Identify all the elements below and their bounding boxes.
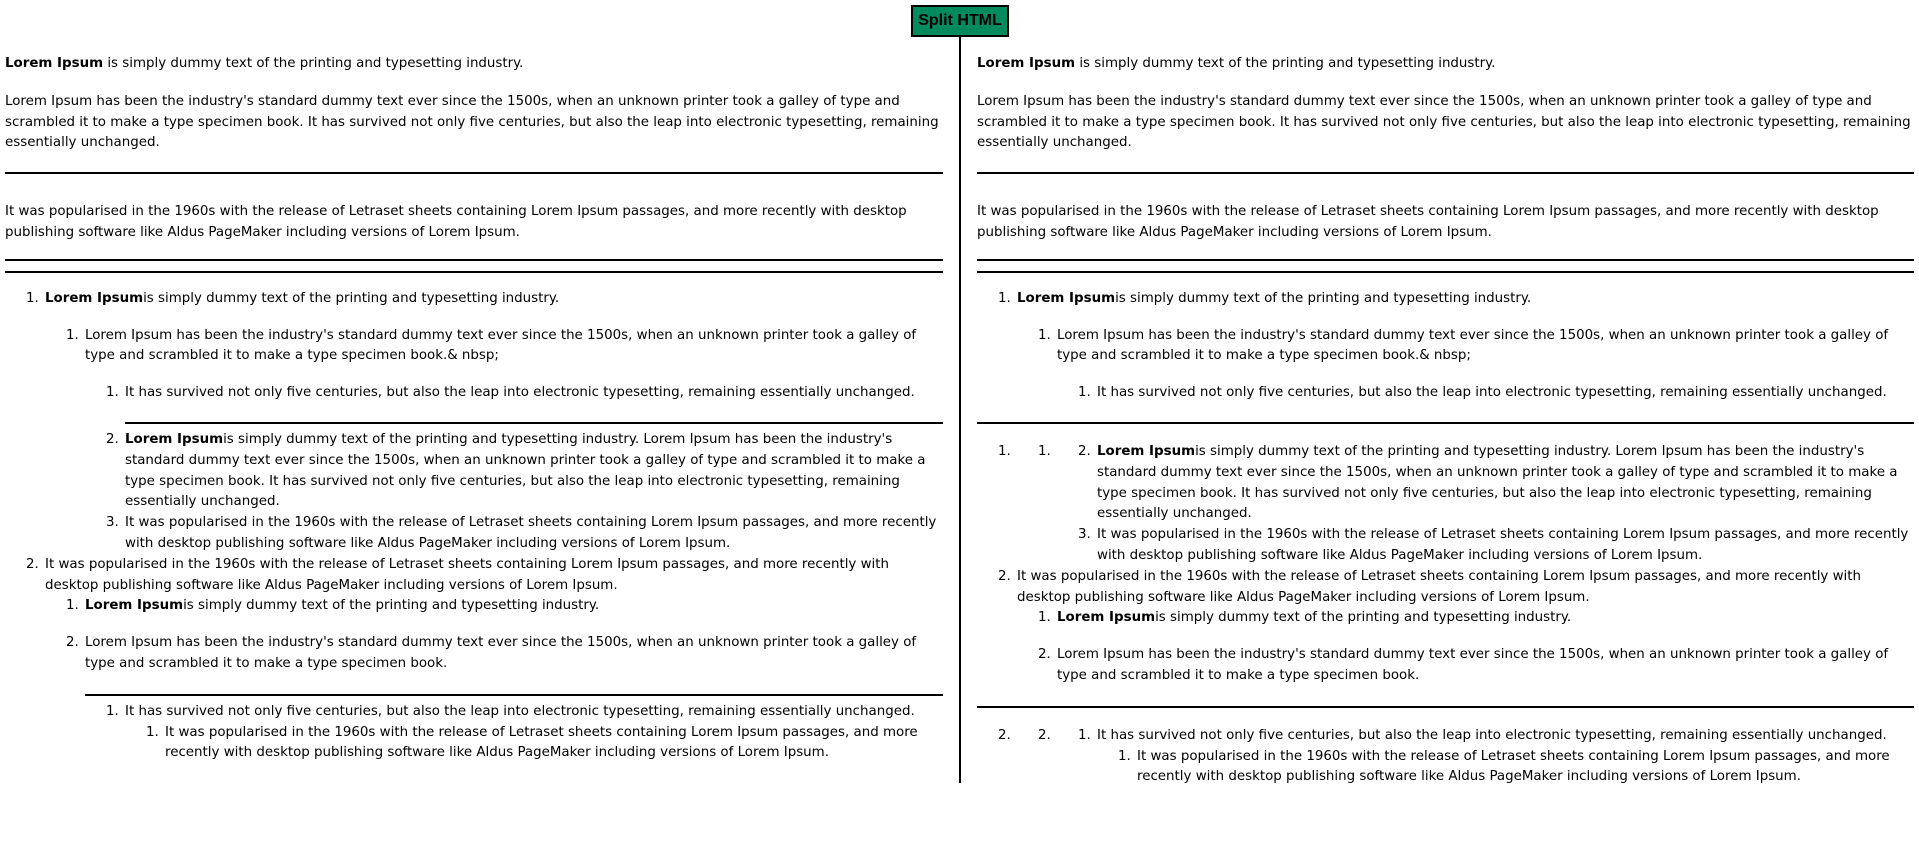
ordered-list [5, 289, 943, 764]
horizontal-rule [85, 694, 943, 696]
left-pane [5, 54, 943, 764]
horizontal-rule [977, 271, 1914, 273]
list-item: 1. It has survived not only five centuries, but also the leap into electronic typesetting, remaining essentially unchanged. 1. It was popularised in the 1960s with the release of Letraset sheets containing Lorem Ipsum passages, and more recently with desktop publishing software like Aldus PageMaker including versions of Lorem Ipsum. [125, 702, 943, 764]
history-paragraph: Lorem Ipsum has been the industry's standard dummy text ever since the 1500s, when an unknown printer took a galley of type and scrambled it to make a type specimen book. It has survived not only five centuries, but also the leap into electronic typesetting, remaining essentially unchanged. [5, 93, 939, 151]
list-item: 2. 1. It has survived not only five centuries, but also the leap into electronic typesetting, remaining essentially unchanged. 1. It was popularised in the 1960s with the release of Letraset sheets containing Lorem Ipsum passages, and more recently with desktop publishing software like Aldus PageMaker including versions of Lorem Ipsum. [1057, 726, 1914, 788]
history-paragraph: Lorem Ipsum has been the industry's standard dummy text ever since the 1500s, when an unknown printer took a galley of type and scrambled it to make a type specimen book. It has survived not only five centuries, but also the leap into electronic typesetting, remaining essentially unchanged. [977, 93, 1911, 151]
list-item: 1. Lorem Ipsumis simply dummy text of the printing and typesetting industry. [66, 598, 600, 614]
horizontal-rule [977, 422, 1914, 424]
list-item: 1. It was popularised in the 1960s with the release of Letraset sheets containing Lorem Ipsum passages, and more recently with desktop publishing software like Aldus PageMaker including versions of Lorem Ipsum. [146, 724, 918, 761]
horizontal-rule [977, 172, 1914, 174]
ordered-list [977, 289, 1914, 404]
list-item: 1. Lorem Ipsum has been the industry's standard dummy text ever since the 1500s, when an unknown printer took a galley of type and scrambled it to make a type specimen book.& nbsp; 1. It has survived not only five centuries, but also the leap into electronic typesetting, remaining essentially unchanged. 2. Lorem Ipsumis simply dummy text of the printing and typesetting industry. Lorem Ipsum has been the industry's standard dummy text ever since the 1500s, when an unknown printer took a galley of type and scrambled it to make a type specimen book. It has survived not only five centuries, but also the leap into electronic typesetting, remaining essentially unchanged. 3. It was popularised in the 1960s with the release of Letraset sheets containing Lorem Ipsum passages, and more recently with desktop publishing software like Aldus PageMaker including versions of Lorem Ipsum. [85, 326, 943, 555]
list-item: 3. It was popularised in the 1960s with the release of Letraset sheets containing Lorem Ipsum passages, and more recently with desktop publishing software like Aldus PageMaker including versions of Lorem Ipsum. [106, 515, 937, 551]
list-item: 2. 2. 1. It has survived not only five centuries, but also the leap into electronic typesetting, remaining essentially unchanged. 1. It was popularised in the 1960s with the release of Letraset sheets containing Lorem Ipsum passages, and more recently with desktop publishing software like Aldus PageMaker including versions of Lorem Ipsum. [1017, 726, 1914, 788]
nested-list [1017, 326, 1914, 404]
popularised-paragraph: It was popularised in the 1960s with the release of Letraset sheets containing Lorem Ipsum passages, and more recently with desktop publishing software like Aldus PageMaker including versions of Lorem Ipsum. [5, 204, 907, 240]
list-item: 2. Lorem Ipsumis simply dummy text of the printing and typesetting industry. Lorem Ipsum has been the industry's standard dummy text ever since the 1500s, when an unknown printer took a galley of type and scrambled it to make a type specimen book. It has survived not only five centuries, but also the leap into electronic typesetting, remaining essentially unchanged. [1078, 443, 1898, 522]
list-item: 2. Lorem Ipsumis simply dummy text of the printing and typesetting industry. Lorem Ipsum has been the industry's standard dummy text ever since the 1500s, when an unknown printer took a galley of type and scrambled it to make a type specimen book. It has survived not only five centuries, but also the leap into electronic typesetting, remaining essentially unchanged. [106, 431, 926, 510]
horizontal-rule [977, 259, 1914, 261]
nested-list [1057, 383, 1914, 404]
list-item: 1. Lorem Ipsumis simply dummy text of the printing and typesetting industry. [1038, 610, 1572, 626]
nested-list [1017, 442, 1914, 567]
intro-paragraph: Lorem Ipsum is simply dummy text of the printing and typesetting industry. [977, 56, 1496, 71]
ordered-list [977, 726, 1914, 788]
horizontal-rule [125, 422, 943, 424]
list-item: 1. 1. 2. Lorem Ipsumis simply dummy text of the printing and typesetting industry. Lorem Ipsum has been the industry's standard dummy text ever since the 1500s, when an unknown printer took a galley of type and scrambled it to make a type specimen book. It has survived not only five centuries, but also the leap into electronic typesetting, remaining essentially unchanged. 3. It was popularised in the 1960s with the release of Letraset sheets containing Lorem Ipsum passages, and more recently with desktop publishing software like Aldus PageMaker including versions of Lorem Ipsum. [1017, 442, 1914, 567]
horizontal-rule [5, 259, 943, 261]
split-html-button[interactable]: Split HTML [911, 5, 1009, 37]
nested-list [1057, 442, 1914, 567]
list-item: 1. It has survived not only five centuries, but also the leap into electronic typesetting, remaining essentially unchanged. 1. It was popularised in the 1960s with the release of Letraset sheets containing Lorem Ipsum passages, and more recently with desktop publishing software like Aldus PageMaker including versions of Lorem Ipsum. [1097, 726, 1914, 788]
list-item: 1. It has survived not only five centuries, but also the leap into electronic typesetting, remaining essentially unchanged. [1078, 385, 1887, 401]
nested-list [1017, 608, 1914, 686]
nested-list [125, 723, 943, 765]
list-item: 2. Lorem Ipsum has been the industry's standard dummy text ever since the 1500s, when an unknown printer took a galley of type and scrambled it to make a type specimen book. 1. It has survived not only five centuries, but also the leap into electronic typesetting, remaining essentially unchanged. 1. It was popularised in the 1960s with the release of Letraset sheets containing Lorem Ipsum passages, and more recently with desktop publishing software like Aldus PageMaker including versions of Lorem Ipsum. [85, 633, 943, 764]
nested-list [1097, 747, 1914, 789]
split-divider[interactable] [959, 36, 961, 783]
nested-list [45, 326, 943, 555]
right-pane [977, 54, 1914, 788]
popularised-paragraph: It was popularised in the 1960s with the release of Letraset sheets containing Lorem Ipsum passages, and more recently with desktop publishing software like Aldus PageMaker including versions of Lorem Ipsum. [977, 204, 1879, 240]
list-item: 2. It was popularised in the 1960s with the release of Letraset sheets containing Lorem Ipsum passages, and more recently with desktop publishing software like Aldus PageMaker including versions of Lorem Ipsum. 1. Lorem Ipsumis simply dummy text of the printing and typesetting industry. 2. Lorem Ipsum has been the industry's standard dummy text ever since the 1500s, when an unknown printer took a galley of type and scrambled it to make a type specimen book. [1017, 567, 1914, 687]
list-item: 1. It was popularised in the 1960s with the release of Letraset sheets containing Lorem Ipsum passages, and more recently with desktop publishing software like Aldus PageMaker including versions of Lorem Ipsum. [1118, 748, 1890, 785]
list-item: 1. Lorem Ipsumis simply dummy text of the printing and typesetting industry. 1. Lorem Ipsum has been the industry's standard dummy text ever since the 1500s, when an unknown printer took a galley of type and scrambled it to make a type specimen book.& nbsp; 1. It has survived not only five centuries, but also the leap into electronic typesetting, remaining essentially unchanged. 2. Lorem Ipsumis simply dummy text of the printing and typesetting industry. Lorem Ipsum has been the industry's standard dummy text ever since the 1500s, when an unknown printer took a galley of type and scrambled it to make a type specimen book. It has survived not only five centuries, but also the leap into electronic typesetting, remaining essentially unchanged. 3. It was popularised in the 1960s with the release of Letraset sheets containing Lorem Ipsum passages, and more recently with desktop publishing software like Aldus PageMaker including versions of Lorem Ipsum. [45, 289, 943, 555]
horizontal-rule [977, 706, 1914, 708]
ordered-list [977, 442, 1914, 687]
intro-paragraph: Lorem Ipsum is simply dummy text of the printing and typesetting industry. [5, 56, 524, 71]
horizontal-rule [5, 271, 943, 273]
list-item: 1. It has survived not only five centuries, but also the leap into electronic typesetting, remaining essentially unchanged. [125, 383, 943, 424]
nested-list [85, 702, 943, 764]
list-item: 2. Lorem Ipsum has been the industry's standard dummy text ever since the 1500s, when an unknown printer took a galley of type and scrambled it to make a type specimen book. [1038, 647, 1889, 683]
nested-list [85, 383, 943, 555]
nested-list [45, 596, 943, 764]
nested-list [1057, 726, 1914, 788]
list-item: 1. Lorem Ipsum has been the industry's standard dummy text ever since the 1500s, when an unknown printer took a galley of type and scrambled it to make a type specimen book.& nbsp; 1. It has survived not only five centuries, but also the leap into electronic typesetting, remaining essentially unchanged. [1057, 326, 1914, 404]
list-item: 1. 2. Lorem Ipsumis simply dummy text of the printing and typesetting industry. Lorem Ipsum has been the industry's standard dummy text ever since the 1500s, when an unknown printer took a galley of type and scrambled it to make a type specimen book. It has survived not only five centuries, but also the leap into electronic typesetting, remaining essentially unchanged. 3. It was popularised in the 1960s with the release of Letraset sheets containing Lorem Ipsum passages, and more recently with desktop publishing software like Aldus PageMaker including versions of Lorem Ipsum. [1057, 442, 1914, 567]
nested-list [1017, 726, 1914, 788]
list-item: 3. It was popularised in the 1960s with the release of Letraset sheets containing Lorem Ipsum passages, and more recently with desktop publishing software like Aldus PageMaker including versions of Lorem Ipsum. [1078, 527, 1909, 563]
list-item: 2. It was popularised in the 1960s with the release of Letraset sheets containing Lorem Ipsum passages, and more recently with desktop publishing software like Aldus PageMaker including versions of Lorem Ipsum. 1. Lorem Ipsumis simply dummy text of the printing and typesetting industry. 2. Lorem Ipsum has been the industry's standard dummy text ever since the 1500s, when an unknown printer took a galley of type and scrambled it to make a type specimen book. 1. It has survived not only five centuries, but also the leap into electronic typesetting, remaining essentially unchanged. 1. It was popularised in the 1960s with the release of Letraset sheets containing Lorem Ipsum passages, and more recently with desktop publishing software like Aldus PageMaker including versions of Lorem Ipsum. [45, 555, 943, 764]
horizontal-rule [5, 172, 943, 174]
list-item: 1. Lorem Ipsumis simply dummy text of the printing and typesetting industry. 1. Lorem Ipsum has been the industry's standard dummy text ever since the 1500s, when an unknown printer took a galley of type and scrambled it to make a type specimen book.& nbsp; 1. It has survived not only five centuries, but also the leap into electronic typesetting, remaining essentially unchanged. [1017, 289, 1914, 404]
